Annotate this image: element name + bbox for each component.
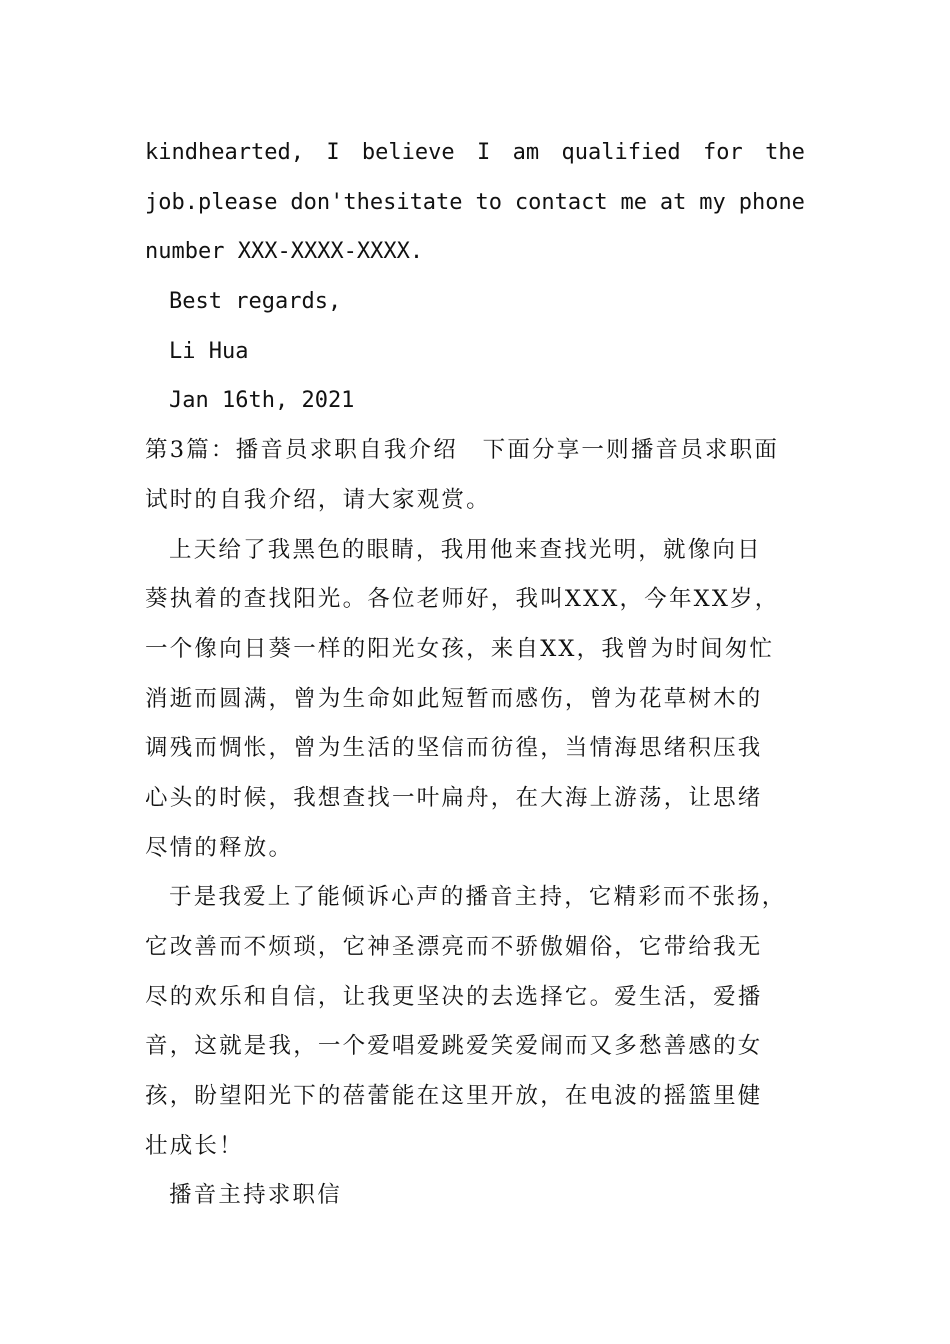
paragraph-3: 播音主持求职信 xyxy=(169,1182,342,1209)
paragraph-2-line: 它改善而不烦琐，它神圣漂亮而不骄傲媚俗，它带给我无 xyxy=(145,934,763,960)
word: at xyxy=(659,189,687,215)
paragraph-2-line: 尽的欢乐和自信，让我更坚决的去选择它。爱生活，爱播 xyxy=(145,983,763,1010)
letter-closing: Best regards, xyxy=(169,289,342,315)
paragraph-2-line: 孩，盼望阳光下的蓓蕾能在这里开放，在电波的摇篮里健 xyxy=(145,1083,763,1110)
word: qualified xyxy=(561,140,681,165)
word: don'thesitate xyxy=(290,189,463,215)
word: kindhearted, xyxy=(145,140,304,165)
word: the xyxy=(765,140,805,165)
word: am xyxy=(512,140,540,165)
document-body xyxy=(145,128,805,1221)
letter-line-2 xyxy=(145,178,805,228)
word: to xyxy=(475,189,502,215)
paragraph-1-line: 心头的时候，我想查找一叶扁舟，在大海上游荡，让思绪 xyxy=(145,784,763,811)
word: I xyxy=(477,140,491,165)
word: phone xyxy=(738,189,805,215)
word: job.please xyxy=(145,189,278,215)
word: I xyxy=(326,140,340,165)
word: for xyxy=(703,140,743,165)
letter-line-1 xyxy=(145,128,805,178)
paragraph-2-line: 音，这就是我，一个爱唱爱跳爱笑爱闹而又多愁善感的女 xyxy=(145,1033,763,1060)
word: contact xyxy=(514,189,608,215)
paragraph-1-line: 上天给了我黑色的眼睛，我用他来查找光明，就像向日 xyxy=(169,536,762,563)
article-heading-line-1: 第3篇：播音员求职自我介绍 下面分享一则播音员求职面 xyxy=(145,437,780,464)
paragraph-2-line: 壮成长！ xyxy=(145,1132,244,1159)
article-heading-line-2: 试时的自我介绍，请大家观赏。 xyxy=(145,486,491,513)
word: my xyxy=(699,189,726,215)
paragraph-1-line: 调残而惆怅，曾为生活的坚信而彷徨，当情海思绪积压我 xyxy=(145,735,763,762)
word: believe xyxy=(361,140,455,165)
letter-signature: Li Hua xyxy=(169,338,249,364)
paragraph-1-line: 一个像向日葵一样的阳光女孩，来自XX，我曾为时间匆忙 xyxy=(145,635,775,662)
paragraph-1-line: 消逝而圆满，曾为生命如此短暂而感伤，曾为花草树木的 xyxy=(145,685,763,712)
letter-date: Jan 16th, 2021 xyxy=(169,388,355,414)
paragraph-2-line: 于是我爱上了能倾诉心声的播音主持，它精彩而不张扬， xyxy=(169,884,787,911)
paragraph-1-line: 葵执着的查找阳光。各位老师好，我叫XXX，今年XX岁， xyxy=(145,586,780,613)
letter-line-3: number XXX-XXXX-XXXX. xyxy=(145,239,424,265)
word: me xyxy=(620,189,647,215)
paragraph-1-line: 尽情的释放。 xyxy=(145,834,294,861)
